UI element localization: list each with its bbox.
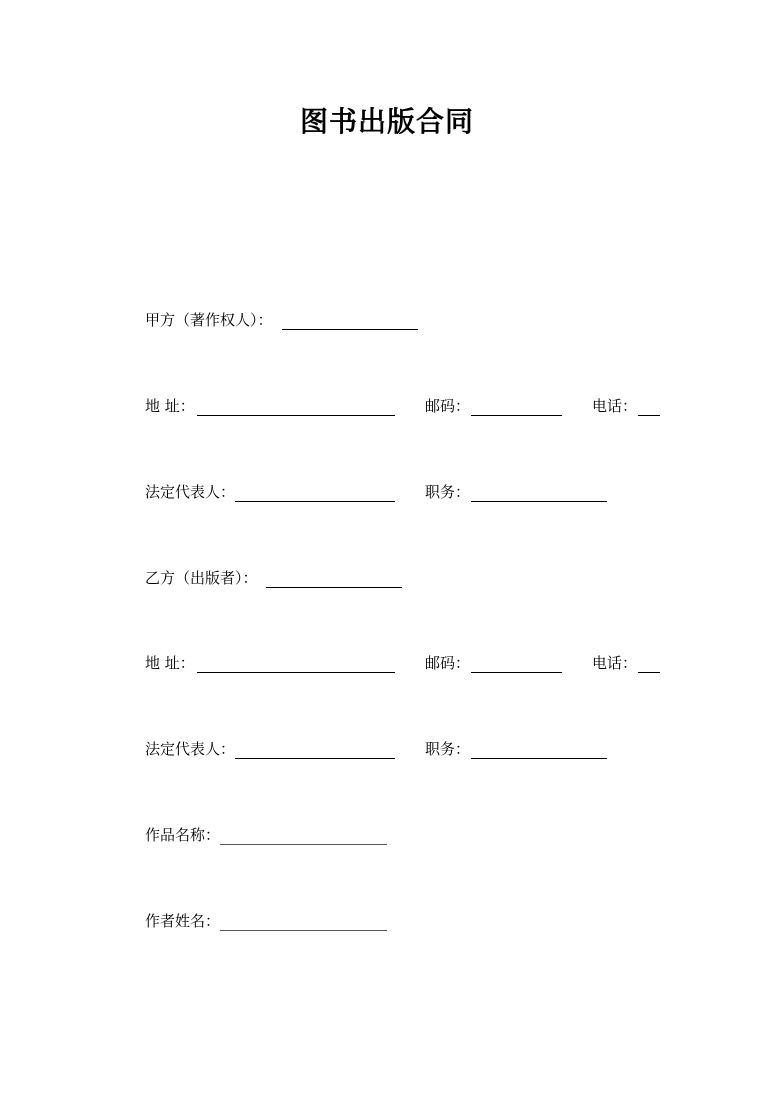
party-a-position-field[interactable] (471, 501, 607, 502)
party-b-rep-label: 法定代表人： (145, 740, 236, 758)
party-a-phone-field[interactable] (638, 415, 660, 416)
party-b-position-label: 职务： (425, 740, 471, 758)
party-a-name-field[interactable] (282, 329, 418, 330)
party-b-postcode-label: 邮码： (425, 654, 471, 672)
author-name-label: 作者姓名： (145, 912, 221, 930)
party-a-address-field[interactable] (197, 415, 395, 416)
party-a-address-label: 地 址： (145, 397, 195, 415)
party-a-postcode-field[interactable] (471, 415, 562, 416)
work-title-field[interactable] (220, 844, 387, 845)
party-b-postcode-field[interactable] (471, 672, 562, 673)
party-a-phone-label: 电话： (592, 397, 638, 415)
party-a-postcode-label: 邮码： (425, 397, 471, 415)
party-a-rep-label: 法定代表人： (145, 483, 236, 501)
party-b-phone-label: 电话： (592, 654, 638, 672)
document-title: 图书出版合同 (299, 105, 474, 138)
author-name-field[interactable] (220, 930, 387, 931)
party-a-rep-field[interactable] (235, 501, 395, 502)
party-b-address-label: 地 址： (145, 654, 195, 672)
party-a-label: 甲方（著作权人）： (145, 311, 273, 329)
party-a-position-label: 职务： (425, 483, 471, 501)
work-title-label: 作品名称： (145, 826, 221, 844)
party-b-phone-field[interactable] (638, 672, 660, 673)
party-b-label: 乙方（出版者）： (145, 569, 258, 587)
party-b-name-field[interactable] (266, 587, 402, 588)
party-b-address-field[interactable] (197, 672, 395, 673)
party-b-rep-field[interactable] (235, 758, 395, 759)
party-b-position-field[interactable] (471, 758, 607, 759)
